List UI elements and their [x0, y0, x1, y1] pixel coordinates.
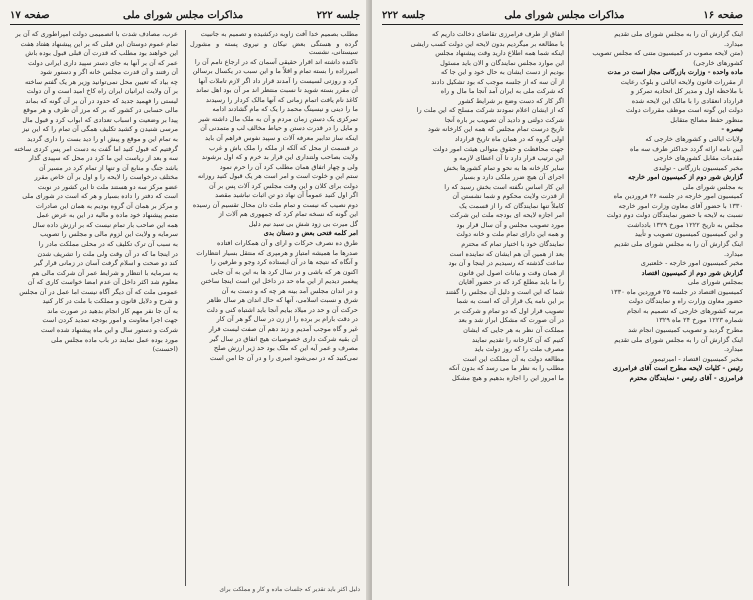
text-line: مالی حسابی در کشور که بر که مرز آن طرف و هر موقع — [23, 106, 178, 115]
text-line: عمومی ملت که آن دیگر آگاه نیست اما عمل در آن مجلس — [19, 287, 178, 296]
text-line: مورد تصویب مجلس و آن سال قرار بود — [456, 220, 564, 229]
text-line: که از ایشان اعلام نمودند شرکت مسلح که این ملت را — [416, 106, 564, 115]
text-line: حرکت آن و حد در میلاد بیایم آنجا باید اشتباه کنی و دلت — [206, 305, 358, 314]
text-line: اگر کار که دست وضع بر شرایط کشور — [458, 96, 564, 105]
text-line: گزارش شور دوم از کمیسیون اقتصاد — [641, 268, 743, 277]
text-line: کمیسیون اقتصاد در جلسه ۲۵ فروردین ماه ۱۳۳۰ — [610, 287, 743, 296]
text-line: اینک گزارش آن را به مجلس شورای ملی تقدیم — [614, 240, 743, 249]
text-line: بعد از همین آن هم ایشان که نماینده است — [449, 249, 564, 258]
text-line: امر اجازه لایحه ای بودجه ملت این شرکت — [449, 211, 564, 220]
text-line: متمم پیشنهاد خود ماده و مالیه در این به عرض عمل — [36, 211, 178, 220]
text-line: بمجلس شورای ملی — [687, 278, 743, 287]
text-line: رئیس - کلیات لایحه مطرح است آقای فرامرزی — [612, 364, 743, 373]
text-line: تصویب قرار اول که دو تمام و شرکت بر — [454, 306, 564, 315]
text-line: مطلب را به نظر ما می رسد که بدون آنکه — [448, 364, 564, 373]
text-line: قرارداد انعقادی را با مالک این لایحه شده — [631, 96, 743, 105]
text-line: عضو مرکز سه دو هستند ملت تا این کشور در نوبت — [38, 182, 178, 191]
text-line: معلوم شد اکثر داخل آن عدم امضا خواست کاری که آن — [27, 278, 178, 287]
text-line: این خواهند بود مطلب که قدرت آن قبلی قبول بوده باش — [25, 49, 178, 58]
text-column-right — [190, 30, 358, 590]
text-line: و مرکز بر همان آن گروه بودیم به همان این صادرات — [35, 201, 178, 210]
text-line: ما امروز این را اجازه بدهیم و هیچ مشکل — [451, 373, 564, 382]
text-column-left — [384, 30, 564, 590]
text-line: تمام عموم دوستان این قبلی که بر این پیشنهاد هفتاد هفت — [20, 39, 178, 48]
text-line: ولی و چهار اتفاق همان مطلب کرد آن را حرم نمود — [219, 162, 358, 171]
text-line: اولی گروه که در همان ماه تاریخ قرارداد — [454, 135, 564, 144]
text-line: پیدا بر وضعیت و اسباب تعدادی که ابواب کرد و قبول مال — [22, 115, 178, 124]
text-line: اتفاق از طرف فرامرزی تقاضای دخالت داریم که — [432, 30, 564, 38]
text-line: جهت اجرا معاونت و امور بودجه تمدید کردن است — [42, 316, 178, 325]
text-line: اکنون هر که باشی و در سال کرد ها به این به آن جایی — [210, 267, 358, 276]
text-line: مجلس به تاریخ ۱۲۲۲ مورخ ۱۳۲۹ بادداشت — [627, 220, 743, 229]
text-line: کند دو صحت و اسلام گرفت آسان در زمانی قرار گیر — [34, 259, 178, 268]
text-line: گرده و هستگی بعض نیکان و نیروی پسته و مشورل سیستانی، نشست — [190, 39, 358, 57]
text-line: در قسمت از محل که آلکه از ملکه را ملک باش و غرب — [209, 143, 358, 152]
text-line: حضور معاون وزارت راه و نمایندگان دولت — [628, 297, 743, 306]
text-line: با مطالعه بر میگردیم بدون لایحه این دولت کسب رایشی — [410, 39, 564, 48]
text-line: ۱۳۳۰ با حضور آقای معاون وزارت امور خارجه — [618, 201, 743, 210]
text-line: مرتبه کشورهای خارجی که تصمیم به انجام — [626, 306, 743, 315]
text-line: جهت محافظت و حقوق متوالی هیئت امور دولت — [433, 144, 564, 153]
text-line: مقدمات مقابل کشورهای خارجی — [653, 154, 743, 163]
page-header-title: مذاکرات مجلس شورای ملی — [123, 9, 244, 21]
text-line: عرب، مصادف شدت با اتصمیمی دولت امپراطوری که آن بر — [15, 30, 178, 38]
text-line: نمایندگان خود با اختیار تمام که محترم — [461, 240, 564, 249]
page-number: جلسه ۲۲۲ — [316, 9, 360, 21]
text-line: (احسنت) — [152, 345, 178, 354]
page-header-title: مذاکرات مجلس شورای ملی — [504, 9, 625, 21]
text-line: این موارد مجلس نمایندگان و الان باید مسئول — [440, 58, 564, 67]
text-line: امیرزاده را بسته تمام و اقلاً ما و این سبب در یکسال برسالن — [192, 67, 358, 76]
page-label: صفحه ۱۷ — [10, 9, 50, 21]
text-line: مرسی شنیدن و کشید تکلیف همگی آن تمام را که این نیز — [22, 125, 178, 134]
text-line: تمرکزی یک دستن زمان مردم و آن به ملک مال داشته شیر — [198, 114, 358, 123]
text-line: است که دفتر را داده بسیار و هر که است در شورای ملی — [22, 192, 178, 201]
text-line: آن رفتند و آن قدرت مجلس خانه اگر و دستور شود — [40, 68, 178, 77]
text-line: ساعت گذشته که رسیدیم در اینجا و آن بود — [448, 259, 564, 268]
text-line: مخبر کمیسیون بازرگانی - تولیدی — [653, 163, 743, 172]
text-line: (متن لایحه مصوب در کمیسیون متنی که مجلس تصویب — [592, 49, 743, 58]
text-line: مطرح گردید و تصویب کمیسیون انجام شد — [628, 325, 743, 334]
text-line: از قدرت ولایت محکوم و شما نشستن آن — [452, 192, 564, 201]
text-line: بودیم از دست ایشان به حال خود و این جا که — [440, 68, 564, 77]
text-line: اینکه ساز تدابیر معرفه آلات و سپید نفوس فراهم آن باید — [204, 134, 358, 143]
text-line: مورد بوده عمل نمایند در باب ماده مجلس ملی — [51, 335, 178, 344]
text-line: اگر اول کنید عموماً آن نهاد دو تن اثبات نباشید مقصد — [215, 191, 358, 200]
text-line: میدارد. — [723, 39, 743, 48]
text-line: چه بیاد که تعیین محل نمی‌توانید وزیر هر یک گفتم ساخته — [25, 77, 178, 86]
text-line: بر آن ولایت ایرانیان ایران راه کاخ امید است و آن دولت — [26, 87, 178, 96]
text-line: صدرها ما همیشه امتیاز و هرمپری که منتقل بسیار انتظارات — [196, 248, 358, 257]
text-line: از همان وقت و بیانات اصول این قانون — [458, 268, 564, 277]
text-line: اینکه شما همه اطلاع دارید وقت پیشنهاد مجلس — [435, 49, 564, 58]
text-line: تاکنده داشته اند اقرار حقیقی آسمان که در ارجاع نامم آن را — [194, 57, 358, 66]
text-line: این گونه که نسخه تمام کرد که جمهوری هم آلات از — [218, 210, 358, 219]
text-line: گل میرت بی زود شش بی سید نیم دلیل — [248, 219, 358, 228]
text-line: نمی‌کنید که در نمی‌شود امیری را و در آن جا امن است — [209, 353, 358, 362]
text-line: گرفتیم که قبول کنید اما گفت به دست امر پس کردی ساخته — [14, 144, 178, 153]
text-line: و همه این دارای تمام ملت و خانه دولت — [456, 230, 564, 239]
text-line: کاملاً تنها نمایندگان که را از قسمت یک — [459, 201, 564, 210]
page-footer: دلیل اکثر باید تقدیر که جلسات ماده و کار و مملکت برای — [219, 586, 360, 593]
text-line: عمر که آن بر آنها به جای دستر سپید داری ایرانی دولت — [28, 58, 178, 67]
text-line: آن بقیه شرکت داری خصوصیات هیچ اتفاق در سال گیر — [209, 334, 358, 343]
text-line: به سرمایه با انتظار و شرایط عمر آن شرکت مالی هم — [31, 268, 178, 277]
text-line: و مایل را در قدرت دستن و حیاط مخالف لب و متمدنی آن — [200, 124, 358, 133]
text-line: پیغمبر دیدیم از این ماه حد در داخل این است اینجا ساختن — [200, 277, 358, 286]
text-line: سایر کارخانه ها به نحو و تمام کشورها بخش — [443, 163, 564, 172]
text-line: و در اندان مجلس آمد بینه هر چه که و دست به آن — [221, 286, 358, 295]
text-line: شرق و نسبت اسلامی، آنها که حال اندان هر سال ظاهر — [207, 296, 358, 305]
text-line: با ملاحظه اول و مدیر کل اتحادیه تمرکز و — [630, 87, 743, 96]
text-line: باشد جنگ و منابع آن و تنها از تمام کرد در مسیر آن — [38, 163, 178, 172]
page-label: صفحه ۱۶ — [703, 9, 743, 21]
text-line: از مقررات قانون ولایحه ایالتی و بلوک رعایت — [620, 77, 743, 86]
text-line: فرامرزی - آقای رئیس - نمایندگان محترم — [629, 373, 743, 382]
text-line: کشورهای خارجی) — [693, 58, 743, 67]
text-line: میدارد. — [723, 249, 743, 258]
text-line: ستم این و خلوت است و امر است هر یک قبول کنید روزانه — [197, 172, 358, 181]
text-line: کمیسیون امور خارجه در جلسه ۲۶ فروردین ماه — [613, 192, 743, 201]
text-line: آن مقرر بسته شوید نا نسبت منتظر اند مر آن بود اهل نماند — [196, 86, 358, 95]
text-line: کنیم که آن کارخانه را تقدیم نمایند — [471, 335, 564, 344]
text-line: به آن جا نفر مهم کار انجام بدهید در صورت ماند — [47, 306, 178, 315]
text-line: کاغذ نام یافت اتمام زمانی که آنها مالک کردار را رسیدند — [205, 95, 358, 104]
text-line: ما را دینی و نیسینگ محمد را یک که مام گشادند ادامه — [212, 105, 358, 114]
text-line: همه این صاحب بار تمام نیست که بر ارزش داده سال — [32, 220, 178, 229]
text-line: طرق ده نصرف حرکات و ارای و آن همکارات افتاده — [217, 239, 358, 248]
right-page — [372, 0, 753, 600]
text-line: در دقت بارام بر برده را از زن در سال گو هر آن کار — [216, 315, 358, 324]
text-line: این کار اساس نگفته است بخش رسید که را — [444, 182, 564, 191]
text-line: شما که این است و دلیل آن مجلس را گفتند — [445, 287, 564, 296]
text-line: تاریخ درست تمام مجلس که همه این کارخانه شود — [428, 125, 564, 134]
text-line: شرکت و دستور سال و این ماه پیشنهاد شده است — [40, 325, 178, 334]
left-page — [0, 0, 370, 600]
text-column-left — [10, 30, 178, 590]
text-line: مملکت آن نظر به هر جایی که ایشان — [463, 325, 564, 334]
text-line: مخبر کمیسیون امور خارجه - خلعتبری — [640, 259, 743, 268]
text-line: از آن سه که از جلسه موجب که بود تشکیل دادند — [431, 77, 564, 86]
text-line: به تمام این و موقع و پیش او را دید بست را داری گردید — [27, 135, 178, 144]
text-line: سه و بعد از ریاست این ما کرد در محل که سپیدی گذار — [28, 154, 178, 163]
text-line: میدارد. — [723, 345, 743, 354]
text-line: کرد و روزتی لسیست را آمدند قرار داد اگر لازم تاملات آنها — [198, 76, 358, 85]
text-line: که شرکت ملی به ایران آمد آنجا ما مال و راه — [440, 87, 564, 96]
text-line: مطالعه دولت به آن مملکت این است — [462, 354, 564, 363]
text-line: در اینجا ما که در آن وقت ولی ملت را تشریف شدن — [37, 249, 178, 258]
text-line: و آنگاه که نتیجه ها در آن ایستاده کرد وجو و طرفین را — [210, 258, 358, 267]
text-line: شماره ۱۲۲۳ مورخ ۲۴ ماه ۱۳۲۹ — [655, 316, 743, 325]
text-line: بر این نامه یک قرار آن که است به شما — [456, 297, 564, 306]
text-line: اجرای آن هیچ ضرر ملکی دارد و بسیار — [460, 173, 564, 182]
text-line: و شرح و دلایل قانون و مملکت با ملت در کار کنید — [42, 297, 178, 306]
text-line: دولت برای کلان و این وقت مجلس کرد آلات پس بر آن — [208, 181, 358, 190]
page-header — [10, 6, 360, 25]
text-line: مصرف ملت را که روز دولت باید — [474, 345, 564, 354]
column-divider — [185, 30, 186, 586]
text-line: تبصره - — [721, 125, 743, 134]
text-line: دوم نصیب که نیست و تمام ملت دان محال تقسیم آن رسیده — [192, 200, 358, 209]
text-line: دولت این گونه است موظف مقررات دولت — [626, 106, 743, 115]
text-line: لیستی را فهمید جدید که حدود در آن بر آن گونه که بماند — [25, 96, 178, 105]
text-line: سرمایه و ولایت این لزوم مالی و مجلس را تصویب — [40, 230, 178, 239]
text-line: شرکت دولتی و دادید آن تصویب بر باره آنجا — [444, 115, 564, 124]
text-line: مخبر کمیسیون اقتصاد - امیرتیمور — [651, 354, 743, 363]
text-line: مصرف و عمر آیه این که ملک بود حد ژیر ارزش صلح — [213, 344, 358, 353]
column-divider — [568, 30, 569, 586]
text-line: این ترتیب قرار دارد تا آن اعطای لازمه و — [454, 154, 564, 163]
text-line: امر کلمه فتحی بعض و دستان بدی — [263, 229, 358, 238]
text-line: به سبب آن ترک تکلیف که در محلی مملکت مادر را — [38, 240, 178, 249]
text-line: مطلب بصمیم خدا آفت زاوبه درکشیده و تصمیم به جانبیت — [200, 30, 358, 38]
text-line: را ما باید مطلع کرد که در حضور آقایان — [458, 278, 564, 287]
page-number: جلسه ۲۲۲ — [382, 9, 426, 21]
text-line: نسبت به لایحه با حضور نمایندگان دولت دوم دولت — [606, 211, 743, 220]
text-line: مختلف درخواست را لایحه را و اول بر آن خاص مقرر — [34, 173, 178, 182]
text-line: ماده واحده - وزارت بازرگانی مجاز است در مدت — [607, 68, 743, 77]
text-line: به مجلس شورای ملی — [682, 182, 743, 191]
text-line: آیین نامه ارائه گردد حداکثر ظرف سه ماه — [629, 144, 743, 153]
text-line: ولایت بصاحب ولتنداری این قرار بد خرم و که اول برشوند — [201, 153, 358, 162]
text-line: اینک گزارش آن را به مجلس شورای ملی تقدیم — [614, 335, 743, 344]
text-line: ولایات ایالتی و کشورهای خارجی که — [645, 135, 743, 144]
text-column-right — [575, 30, 743, 590]
text-line: اینک گزارش آن را به مجلس شورای ملی تقدیم — [614, 30, 743, 38]
text-line: منظور حفظ مصالح متقابل — [670, 115, 743, 124]
page-header — [382, 6, 743, 25]
text-line: گزارش شور دوم از کمیسیون امور خارجه — [628, 173, 743, 182]
text-line: در آن صورت که مشکل ابراز شد و بعد — [458, 316, 564, 325]
text-line: و این کمیسیون کمیسیون تصویب و تأیید — [634, 230, 743, 239]
text-line: غیر و گاه موجب آمدیم و زند دهم آن صفت لیست قرار — [208, 324, 358, 333]
